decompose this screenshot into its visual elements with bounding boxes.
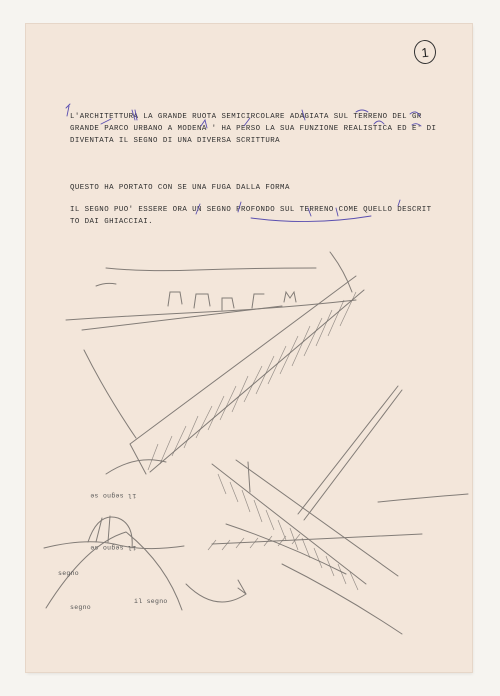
sketch-note-3: segno [58, 570, 80, 577]
typed-line-5: IL SEGNO PUO' ESSERE ORA UN SEGNO PROFONDO SUL TERRENO COME QUELLO DESCRIT [70, 206, 432, 214]
typed-line-1: L'ARCHITETTURA LA GRANDE RUOTA SEMICIRCOLARE ADAGIATA SUL TERRENO DEL GR [70, 113, 422, 121]
sketch-note-4: segno [70, 604, 92, 611]
typed-line-2: GRANDE PARCO URBANO A MODENA ' HA PERSO LA SUA FUNZIONE REALISTICA ED E' DI [70, 125, 437, 133]
sketch-note-2: il segno se [90, 544, 137, 551]
page-number: 1 [413, 39, 437, 65]
sketch-note-1: il segno se [90, 492, 137, 499]
sketch-note-5: il segno [134, 598, 168, 605]
typed-line-4: QUESTO HA PORTATO CON SE UNA FUGA DALLA FORMA [70, 184, 290, 192]
document-sheet [26, 24, 472, 672]
typed-line-3: DIVENTATA IL SEGNO DI UNA DIVERSA SCRITTURA [70, 137, 281, 145]
typed-line-6: TO DAI GHIACCIAI. [70, 218, 154, 226]
pencil-sketch [26, 24, 472, 672]
